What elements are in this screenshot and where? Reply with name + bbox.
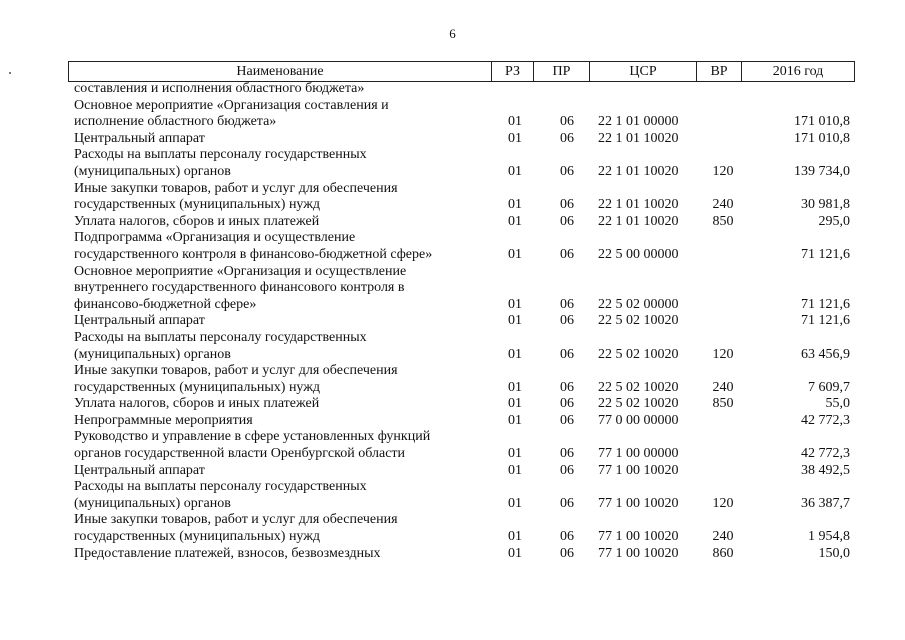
row-name-line: Центральный аппарат [74,130,205,146]
row-pr: 06 [560,246,574,262]
row-amount: 42 772,3 [801,412,850,428]
row-amount: 42 772,3 [801,446,850,462]
header-year: 2016 год [772,64,824,79]
row-rz: 01 [508,213,522,229]
row-rz: 01 [508,529,522,545]
table-row [0,512,905,545]
row-csr: 77 1 00 10020 [598,495,679,511]
row-vr: 850 [712,396,734,412]
row-name-line: органов государственной власти Оренбургской области [74,446,406,462]
row-rz: 01 [508,545,522,561]
row-amount: 7 609,7 [808,379,850,395]
row-csr: 77 1 00 10020 [598,462,679,478]
row-rz: 01 [508,197,522,213]
row-amount: 71 121,6 [801,246,850,262]
table-row [0,131,905,148]
row-amount: 171 010,8 [794,114,850,130]
row-amount: 295,0 [818,213,850,229]
row-name [74,429,489,462]
header-pr: ПР [534,62,590,81]
row-name [74,363,489,396]
table-row [0,313,905,330]
row-name-line: Расходы на выплаты персоналу государственных [74,479,367,495]
header-name: Наименование [69,62,492,81]
table-row [0,463,905,480]
row-name [74,230,489,263]
row-name [74,479,489,512]
row-name-line: Уплата налогов, сборов и иных платежей [74,396,320,412]
row-rz: 01 [508,379,522,395]
row-amount: 139 734,0 [794,163,850,179]
row-pr: 06 [560,379,574,395]
table-row [0,546,905,563]
header-rz: РЗ [492,62,534,81]
row-csr: 22 1 01 10020 [598,213,679,229]
row-name-line: (муниципальных) органов [74,495,231,511]
row-amount: 171 010,8 [794,130,850,146]
row-csr: 22 5 02 10020 [598,346,679,362]
row-pr: 06 [560,495,574,511]
table-row [0,413,905,430]
row-amount: 55,0 [825,396,850,412]
row-name-line: Иные закупки товаров, работ и услуг для обеспечения [74,363,398,379]
row-name [74,546,489,563]
row-name [74,98,489,131]
row-name [74,463,489,480]
row-name [74,413,489,430]
row-rz: 01 [508,313,522,329]
row-pr: 06 [560,313,574,329]
row-csr: 77 1 00 10020 [598,545,679,561]
row-name-line: (муниципальных) органов [74,163,231,179]
table-row [0,98,905,131]
row-rz: 01 [508,412,522,428]
row-rz: 01 [508,130,522,146]
row-name-line: Подпрограмма «Организация и осуществление [74,230,356,246]
row-csr: 22 5 02 10020 [598,379,679,395]
row-pr: 06 [560,396,574,412]
row-name-line: Иные закупки товаров, работ и услуг для обеспечения [74,180,398,196]
row-name-line: Уплата налогов, сборов и иных платежей [74,213,320,229]
row-csr: 22 5 00 00000 [598,246,679,262]
row-csr: 22 5 02 10020 [598,396,679,412]
table-row [0,230,905,263]
row-vr: 240 [712,529,734,545]
row-pr: 06 [560,545,574,561]
row-vr: 120 [712,346,734,362]
row-name [74,81,489,98]
row-csr: 77 1 00 00000 [598,446,679,462]
table-row [0,181,905,214]
row-rz: 01 [508,462,522,478]
table-header [68,61,855,82]
row-csr: 22 1 01 10020 [598,130,679,146]
row-amount: 30 981,8 [801,197,850,213]
row-rz: 01 [508,296,522,312]
row-name-line: Расходы на выплаты персоналу государственных [74,147,367,163]
row-name-line: Основное мероприятие «Организация составления и [74,97,389,113]
row-amount: 38 492,5 [801,462,850,478]
row-amount: 150,0 [818,545,850,561]
table-row [0,396,905,413]
row-name [74,181,489,214]
row-name-line: государственных (муниципальных) нужд [74,379,321,395]
header-vr: ВР [697,62,742,81]
row-name [74,147,489,180]
table-row [0,264,905,314]
row-rz: 01 [508,163,522,179]
table-row [0,363,905,396]
row-pr: 06 [560,412,574,428]
row-amount [720,81,850,98]
table-row [0,429,905,462]
row-name-line: исполнение областного бюджета» [74,114,277,130]
row-vr: 120 [712,163,734,179]
row-rz: 01 [508,346,522,362]
row-pr [552,81,582,98]
row-csr [598,81,698,98]
row-amount: 1 954,8 [808,529,850,545]
row-csr: 22 5 02 10020 [598,313,679,329]
row-vr: 860 [712,545,734,561]
row-name-line: (муниципальных) органов [74,346,231,362]
row-name-line: Иные закупки товаров, работ и услуг для обеспечения [74,512,398,528]
row-name-line: Центральный аппарат [74,462,205,478]
table-body [0,81,905,562]
row-rz: 01 [508,495,522,511]
row-pr: 06 [560,213,574,229]
row-name-line: Центральный аппарат [74,313,205,329]
row-name-line: государственных (муниципальных) нужд [74,197,321,213]
row-name-line: финансово-бюджетной сфере» [74,296,257,312]
row-name-line: составления и исполнения областного бюджета» [74,81,365,96]
row-name-line: Непрограммные мероприятия [74,412,253,428]
row-csr: 22 1 01 10020 [598,163,679,179]
row-amount: 36 387,7 [801,495,850,511]
row-pr: 06 [560,163,574,179]
row-name-line: государственного контроля в финансово-бюджетной сфере» [74,246,433,262]
row-name-line: Расходы на выплаты персоналу государственных [74,329,367,345]
row-name [74,214,489,231]
row-vr: 240 [712,197,734,213]
table-row [0,81,905,98]
row-rz: 01 [508,446,522,462]
row-pr: 06 [560,197,574,213]
row-vr: 240 [712,379,734,395]
table-row [0,214,905,231]
row-rz: 01 [508,246,522,262]
row-pr: 06 [560,462,574,478]
scan-speck [9,72,11,74]
row-pr: 06 [560,296,574,312]
row-vr: 120 [712,495,734,511]
row-name-line: государственных (муниципальных) нужд [74,529,321,545]
row-rz: 01 [508,396,522,412]
row-name [74,313,489,330]
row-name-line: Основное мероприятие «Организация и осуществление [74,263,407,279]
row-amount: 71 121,6 [801,296,850,312]
row-csr: 22 1 01 00000 [598,114,679,130]
page-number: 6 [449,26,456,41]
row-name [74,396,489,413]
row-pr: 06 [560,130,574,146]
row-pr: 06 [560,446,574,462]
row-amount: 63 456,9 [801,346,850,362]
row-name [74,330,489,363]
row-name-line: Руководство и управление в сфере установленных функций [74,429,431,445]
row-csr: 77 1 00 10020 [598,529,679,545]
row-rz: 01 [508,114,522,130]
row-name-line: внутреннего государственного финансового контроля в [74,280,405,296]
row-name [74,512,489,545]
row-vr: 850 [712,213,734,229]
row-name [74,264,489,314]
row-name [74,131,489,148]
table-row [0,147,905,180]
row-amount: 71 121,6 [801,313,850,329]
row-pr: 06 [560,529,574,545]
row-pr: 06 [560,346,574,362]
row-csr: 77 0 00 00000 [598,412,679,428]
row-name-line: Предоставление платежей, взносов, безвозмездных [74,545,381,561]
row-csr: 22 1 01 10020 [598,197,679,213]
table-row [0,330,905,363]
row-rz [500,81,530,98]
table-row [0,479,905,512]
header-csr: ЦСР [590,62,697,81]
row-csr: 22 5 02 00000 [598,296,679,312]
row-pr: 06 [560,114,574,130]
